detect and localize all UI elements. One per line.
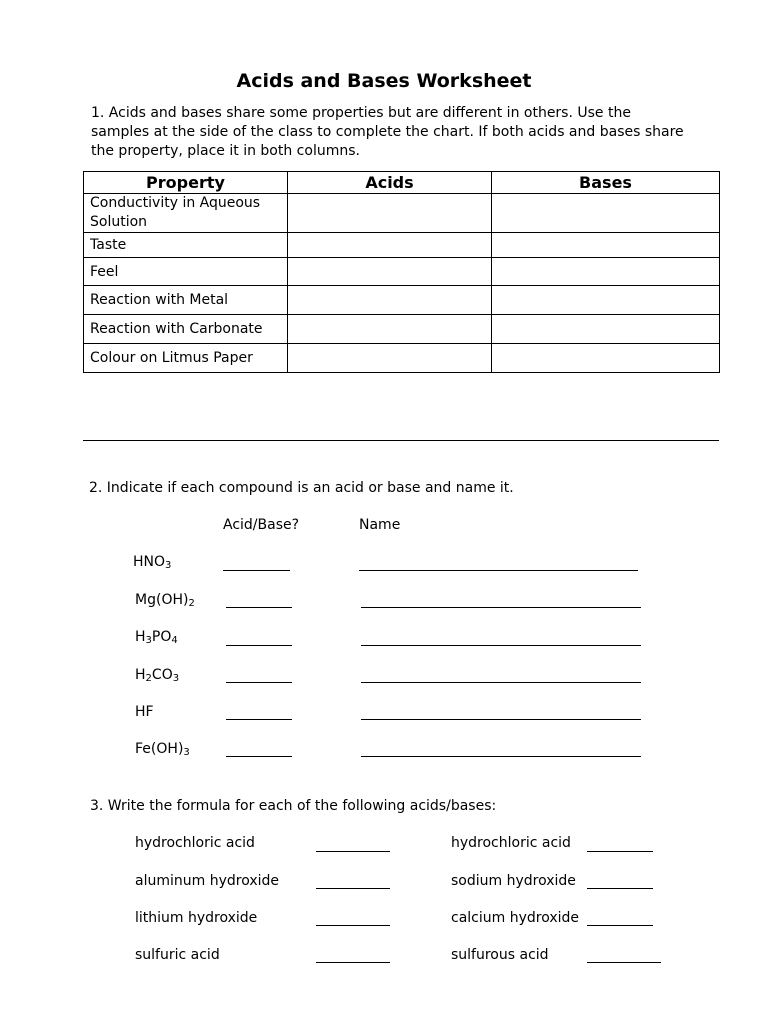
table-row <box>84 258 720 286</box>
header-property: Property <box>84 172 288 194</box>
table-row <box>84 315 720 344</box>
property-cell: Reaction with Carbonate <box>84 315 288 344</box>
q2-instructions: 2. Indicate if each compound is an acid or base and name it. <box>89 480 514 496</box>
formula-blank[interactable] <box>587 888 653 889</box>
name-blank[interactable] <box>361 645 641 646</box>
acid-base-blank[interactable] <box>226 645 292 646</box>
acid-base-name: lithium hydroxide <box>135 910 258 926</box>
name-blank[interactable] <box>361 607 641 608</box>
table-row <box>84 286 720 315</box>
formula-blank[interactable] <box>587 962 661 963</box>
acids-answer-cell[interactable] <box>288 344 492 373</box>
name-blank[interactable] <box>361 719 641 720</box>
table-row <box>84 233 720 258</box>
compound-formula: HF <box>135 704 154 720</box>
acid-base-blank[interactable] <box>226 607 292 608</box>
formula-blank[interactable] <box>587 925 653 926</box>
q1-instructions: 1. Acids and bases share some properties but are different in others. Use the samples at the side of the class to complete the chart. If both acids and bases share the property, place it in both columns. <box>91 105 684 159</box>
acid-base-blank[interactable] <box>226 756 292 757</box>
formula-blank[interactable] <box>316 925 390 926</box>
bases-answer-cell[interactable] <box>492 258 720 286</box>
header-bases: Bases <box>492 172 720 194</box>
acids-answer-cell[interactable] <box>288 258 492 286</box>
worksheet-title: Acids and Bases Worksheet <box>236 70 532 92</box>
acid-base-blank[interactable] <box>223 570 290 571</box>
acid-base-blank[interactable] <box>226 719 292 720</box>
property-cell: Taste <box>84 233 288 258</box>
property-cell: Reaction with Metal <box>84 286 288 315</box>
compound-formula: $H_3PO_4$ <box>135 629 178 646</box>
header-acids: Acids <box>288 172 492 194</box>
acids-answer-cell[interactable] <box>288 233 492 258</box>
compound-formula: $H_2CO_3$ <box>135 667 180 684</box>
acid-base-name: sodium hydroxide <box>451 873 576 889</box>
formula-blank[interactable] <box>316 851 390 852</box>
property-cell: Colour on Litmus Paper <box>84 344 288 373</box>
formula-blank[interactable] <box>316 888 390 889</box>
col-acid-base-label: Acid/Base? <box>223 517 300 533</box>
acid-base-name: sulfuric acid <box>135 947 220 963</box>
bases-answer-cell[interactable] <box>492 233 720 258</box>
col-name-label: Name <box>359 517 401 533</box>
q3-instructions: 3. Write the formula for each of the following acids/bases: <box>90 798 497 814</box>
formula-blank[interactable] <box>316 962 390 963</box>
table-row <box>84 344 720 373</box>
property-cell: Feel <box>84 258 288 286</box>
table-header-row <box>84 172 720 194</box>
bases-answer-cell[interactable] <box>492 315 720 344</box>
acid-base-name: calcium hydroxide <box>451 910 580 926</box>
name-blank[interactable] <box>361 682 641 683</box>
acid-base-name: hydrochloric acid <box>451 835 571 851</box>
acids-answer-cell[interactable] <box>288 315 492 344</box>
table-row <box>84 194 720 233</box>
formula-blank[interactable] <box>587 851 653 852</box>
acids-answer-cell[interactable] <box>288 286 492 315</box>
compound-formula: $Mg(OH)_2$ <box>135 592 195 609</box>
acid-base-name: sulfurous acid <box>451 947 549 963</box>
compound-formula: $Fe(OH)_3$ <box>135 741 190 758</box>
bases-answer-cell[interactable] <box>492 194 720 233</box>
acid-base-blank[interactable] <box>226 682 292 683</box>
property-cell: Conductivity in Aqueous Solution <box>84 194 288 233</box>
compound-formula: $HNO_3$ <box>133 554 172 571</box>
bases-answer-cell[interactable] <box>492 286 720 315</box>
properties-table <box>83 171 720 373</box>
acid-base-name: hydrochloric acid <box>135 835 255 851</box>
name-blank[interactable] <box>361 756 641 757</box>
name-blank[interactable] <box>359 570 638 571</box>
section-divider <box>83 440 719 441</box>
bases-answer-cell[interactable] <box>492 344 720 373</box>
acid-base-name: aluminum hydroxide <box>135 873 280 889</box>
acids-answer-cell[interactable] <box>288 194 492 233</box>
